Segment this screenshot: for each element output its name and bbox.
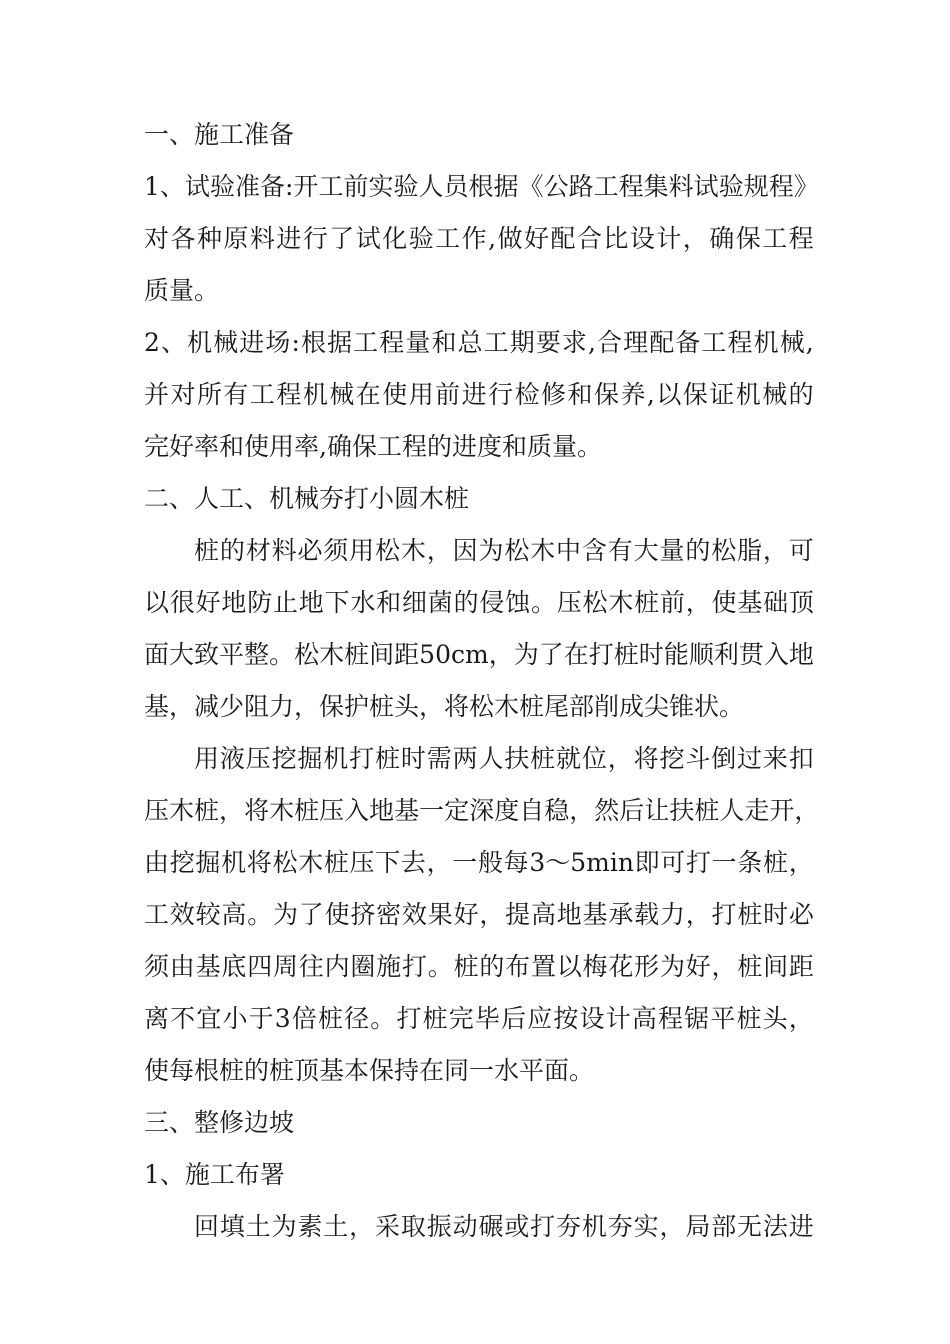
text-line: 并 对 所 有 工 程 机 械 在 使 用 前 进 行 检 修 和 保 养 , 以 保 证 机 械 的 [144,380,814,409]
text-line: 2 、 机 械 进 场 : 根 据 工 程 量 和 总 工 期 要 求 , 合 理 配 备 工 程 机 械 , [144,328,814,357]
text-line: 由 挖 掘 机 将 松 木 桩 压 下 去 ， 一 般 每 3～5min 即 可 打 一 条 桩 ， [144,848,814,877]
text-line: 工 效 较 高 。 为 了 使 挤 密 效 果 好 ， 提 高 地 基 承 载 力 ， 打 桩 时 必 [144,900,814,929]
text-line: 面 大 致 平 整 。 松 木 桩 间 距 50cm ， 为 了 在 打 桩 时 能 顺 利 贯 入 地 [144,640,814,669]
text-line: 离 不 宜 小 于 3 倍 桩 径 。 打 桩 完 毕 后 应 按 设 计 高 程 锯 平 桩 头 ， [144,1004,814,1033]
text-line: 质量。 [144,276,220,305]
text-line: 1、施工布署 [144,1160,285,1189]
text-line: 以 很 好 地 防 止 地 下 水 和 细 菌 的 侵 蚀 。 压 松 木 桩 前 ， 使 基 础 顶 [144,588,814,617]
text-line: 1 、 试 验 准 备 : 开 工 前 实 验 人 员 根 据 《 公 路 工 程 集 料 试 验 规 程 》 [144,172,819,201]
text-line: 对 各 种 原 料 进 行 了 试 化 验 工 作 , 做 好 配 合 比 设 计 ， 确 保 工 程 [144,224,814,253]
text-line: 压 木 桩 ， 将 木 桩 压 入 地 基 一 定 深 度 自 稳 ， 然 后 让 扶 桩 人 走 开 ， [144,796,820,825]
text-line: 桩 的 材 料 必 须 用 松 木 ， 因 为 松 木 中 含 有 大 量 的 松 脂 ， 可 [194,536,814,565]
text-line: 须 由 基 底 四 周 往 内 圈 施 打 。 桩 的 布 置 以 梅 花 形 为 好 ， 桩 间 距 [144,952,814,981]
text-line: 二、人工、机械夯打小圆木桩 [144,484,470,513]
text-line: 使每根桩的桩顶基本保持在同一水平面。 [144,1056,595,1085]
document-body [144,109,820,1253]
text-line: 一、施工准备 [144,120,295,149]
text-line: 完好率和使用率,确保工程的进度和质量。 [144,432,602,461]
text-line: 三、整修边坡 [144,1108,295,1137]
text-line: 回 填 土 为 素 土 ， 采 取 振 动 碾 或 打 夯 机 夯 实 ， 局 部 无 法 进 [194,1212,814,1241]
text-line: 基，减少阻力，保护桩头，将松木桩尾部削成尖锥状。 [144,692,745,721]
text-line: 用 液 压 挖 掘 机 打 桩 时 需 两 人 扶 桩 就 位 ， 将 挖 斗 倒 过 来 扣 [194,744,814,773]
